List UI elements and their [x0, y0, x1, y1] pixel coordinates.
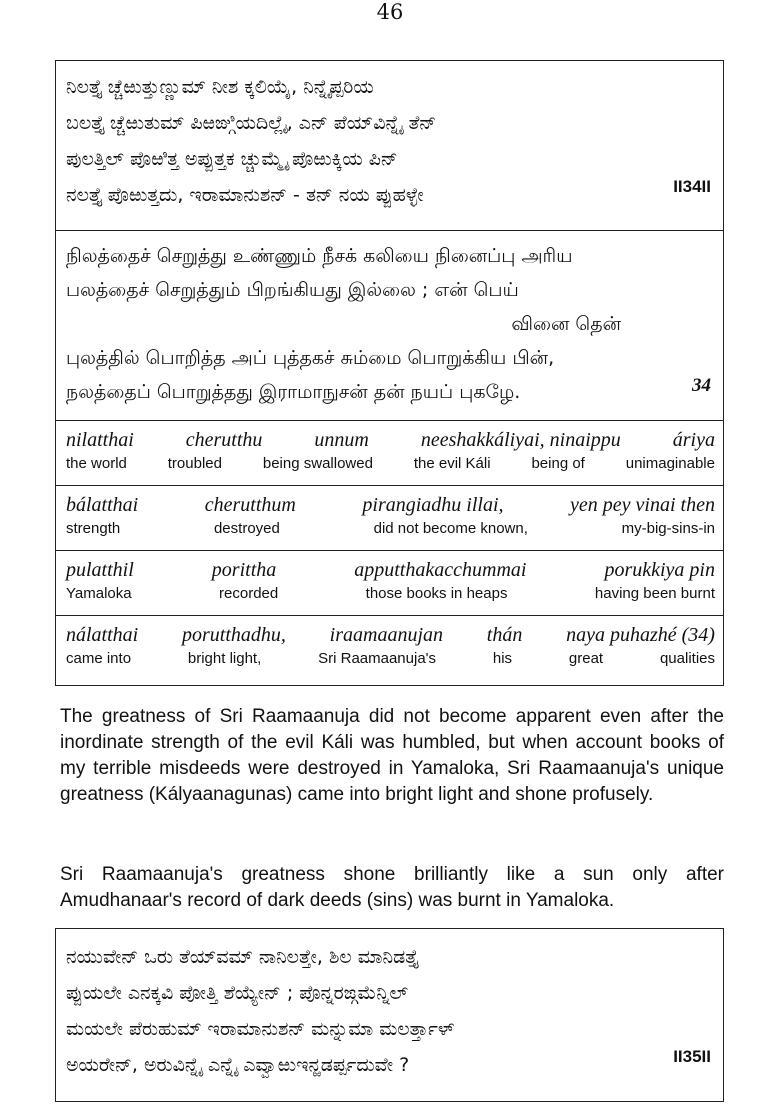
tamil-verse-number: 34	[692, 375, 711, 396]
english-gloss: recorded	[219, 585, 279, 602]
kannada-verse-35	[56, 929, 723, 1101]
kannada-verse-number: II35II	[673, 1047, 711, 1066]
english-gloss: qualities	[659, 650, 715, 667]
transliteration-word: nilatthai	[66, 429, 134, 451]
english-gloss: my-big-sins-in	[621, 520, 715, 537]
gloss-row	[56, 421, 723, 486]
kannada-line: ನಿಲತ್ತೈ ಚ್ಚೆಱುತ್ತುಣ್ಣುಮ್ ನೀಶ ಕ್ಕಲಿಯೈ, ನಿನ್ನೈಪ್ಪರಿಯ	[66, 76, 374, 98]
english-gloss: the evil Káli	[413, 455, 491, 472]
kannada-line: ಪ್ಪುಯಲೇ ಎನಕ್ಕವಿ ಪೋತ್ತಿ ಶೆಯ್ಯೇನ್ ; ಪೊನ್ನರಙ್ಗಮೆನ್ನಿಲ್	[66, 982, 408, 1004]
tamil-verse-34	[56, 231, 723, 421]
english-gloss: having been burnt	[594, 585, 715, 602]
gloss-row	[56, 616, 723, 681]
transliteration-word: nálatthai	[66, 624, 139, 646]
summary-paragraph: Sri Raamaanuja's greatness shone brilliantly like a sun only after Amudhanaar's record of dark deeds (sins) was burnt in Yamaloka.	[60, 864, 724, 911]
gloss-row	[56, 551, 723, 616]
transliteration-word: unnum	[314, 429, 369, 451]
english-gloss: unimaginable	[625, 455, 715, 472]
english-gloss: Sri Raamaanuja's	[318, 650, 437, 667]
tamil-line: பலத்தைச் செறுத்தும் பிறங்கியது இல்லை ; என் பெய்	[66, 279, 519, 301]
transliteration-word: porukkiya pin	[604, 559, 715, 581]
commentary-paragraph: The greatness of Sri Raamaanuja did not become apparent even after the inordinate strength of the evil Káli was humbled, but when account books of my terrible misdeeds were destroyed in Yamaloka, Sri Raamaanuja's unique greatness (Kályaanagunas) came into bright light and shone profusely.	[60, 706, 724, 805]
english-gloss: destroyed	[213, 520, 280, 537]
tamil-line: புலத்தில் பொறித்த அப் புத்தகச் சும்மை பொறுக்கிய பின்,	[66, 347, 555, 369]
english-gloss: bright light,	[187, 650, 262, 667]
transliteration-word: apputthakacchummai	[354, 559, 527, 581]
english-gloss: strength	[66, 520, 121, 537]
kannada-line: ಪುಲತ್ತಿಲ್ ಪೊಱಿತ್ತ ಅಪ್ಪುತ್ತಕ ಚ್ಚುಮ್ಮೈ ಪೊಱುಕ್ಕಿಯ ಪಿನ್	[66, 148, 398, 170]
verse-34-box	[55, 60, 724, 686]
tamil-line: நலத்தைப் பொறுத்தது இராமாநுசன் தன் நயப் புகழே.	[66, 381, 521, 403]
transliteration-word: porittha	[211, 559, 277, 581]
kannada-line: ನಯುವೇನ್ ಒರು ತೆಯ್‌ವಮ್ ನಾನಿಲತ್ತೇ, ಶಿಲ ಮಾನಿಡತ್ತೈ	[66, 946, 419, 968]
transliteration-word: cherutthum	[204, 494, 296, 516]
gloss-row	[56, 486, 723, 551]
transliteration-word: yen pey vinai then	[570, 494, 715, 516]
english-gloss: those books in heaps	[365, 585, 508, 602]
kannada-verse-34	[56, 61, 723, 231]
verse-35-box	[55, 928, 724, 1102]
english-gloss: came into	[66, 650, 132, 667]
transliteration-word: áriya	[672, 429, 715, 451]
kannada-line: ಅಯರೇನ್, ಅರುವಿನ್ನೈ ಎನ್ನೈ ಎವ್ವಾಱುಇನ್ಱಡರ್ಪ್ಪದುವೇ ?	[66, 1054, 410, 1076]
transliteration-word: pirangiadhu illai,	[362, 494, 504, 516]
english-gloss: Yamaloka	[66, 585, 132, 602]
english-gloss: did not become known,	[373, 520, 528, 537]
kannada-verse-number: II34II	[673, 177, 711, 196]
english-gloss: great	[568, 650, 604, 667]
transliteration-word: bálatthai	[66, 494, 139, 516]
transliteration-word: porutthadhu,	[182, 624, 286, 646]
transliteration-word: neeshakkáliyai, ninaippu	[420, 429, 621, 451]
english-gloss: his	[492, 650, 513, 667]
tamil-line: வினை தென்	[511, 313, 621, 335]
transliteration-word: thán	[486, 624, 523, 646]
transliteration-word: cherutthu	[185, 429, 263, 451]
english-gloss: the world	[66, 455, 127, 472]
transliteration-word: iraamaanujan	[329, 624, 444, 646]
transliteration-word: pulatthil	[66, 559, 134, 581]
page-number: 46	[376, 0, 404, 24]
tamil-line: நிலத்தைச் செறுத்து உண்ணும் நீசக் கலியை நினைப்பு அரிய	[66, 245, 573, 267]
kannada-line: ಮಯಲೇ ಪೆರುಹುಮ್ ಇರಾಮಾನುಶನ್ ಮನ್ನುಮಾ ಮಲರ್ತ್ತಾಳ್	[66, 1018, 455, 1040]
english-gloss: being of	[531, 455, 585, 472]
transliteration-word: naya puhazhé (34)	[566, 624, 715, 646]
english-gloss: being swallowed	[262, 455, 373, 472]
kannada-line: ಬಲತ್ತೈ ಚ್ಚೆಱುತುಮ್ ಪಿಱಙ್ಗಿಯದಿಲ್ಲೈ, ಎನ್ ಪೆಯ್‌ವಿನ್ನೈ ತೆನ್	[66, 112, 437, 134]
english-gloss: troubled	[167, 455, 222, 472]
kannada-line: ನಲತ್ತೈ ಪೊಱುತ್ತದು, ಇರಾಮಾನುಶನ್ - ತನ್ ನಯ ಪ್ಪುಹಳ್ಳೇ	[66, 184, 424, 206]
